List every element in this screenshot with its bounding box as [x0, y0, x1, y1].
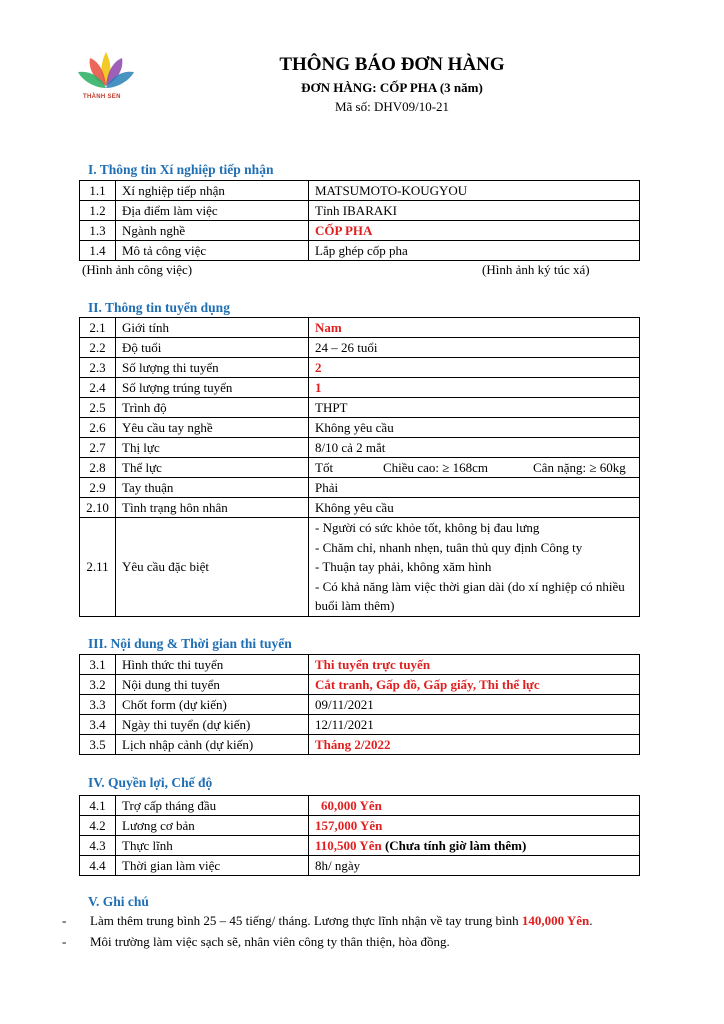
note-text: Làm thêm trung bình 25 – 45 tiếng/ tháng. Lương thực lĩnh nhận về tay trung bình 140,000 Yên. [90, 912, 593, 928]
section2-table [79, 317, 640, 617]
row-label: Tình trạng hôn nhân [116, 498, 309, 518]
table-row [80, 498, 640, 518]
row-value: Tháng 2/2022 [309, 735, 640, 755]
table-row [80, 856, 640, 876]
list-item: - Thuận tay phải, không xăm hình [315, 559, 492, 574]
order-subtitle: ĐƠN HÀNG: CỐP PHA (3 năm) [301, 80, 483, 95]
row-value: 12/11/2021 [309, 715, 640, 735]
row-label: Số lượng thi tuyển [116, 358, 309, 378]
row-number: 3.4 [80, 715, 116, 735]
row-number: 4.1 [80, 796, 116, 816]
row-number: 4.2 [80, 816, 116, 836]
table-row [80, 358, 640, 378]
row-value-physical [309, 458, 640, 478]
section2-heading: II. Thông tin tuyển dụng [88, 300, 230, 315]
row-value-net-salary [309, 836, 640, 856]
row-number: 2.4 [80, 378, 116, 398]
row-label: Yêu cầu đặc biệt [116, 518, 309, 617]
table-row [80, 241, 640, 261]
row-label: Yêu cầu tay nghề [116, 418, 309, 438]
row-label: Nội dung thi tuyển [116, 675, 309, 695]
row-label: Thời gian làm việc [116, 856, 309, 876]
row-label: Ngày thi tuyển (dự kiến) [116, 715, 309, 735]
table-row [80, 816, 640, 836]
table-row [80, 735, 640, 755]
section4-heading: IV. Quyền lợi, Chế độ [88, 775, 213, 790]
special-requirements-list [309, 518, 640, 617]
table-row [80, 438, 640, 458]
weight-requirement: Cân nặng: ≥ 60kg [533, 460, 626, 475]
row-label: Số lượng trúng tuyển [116, 378, 309, 398]
row-value: Lắp ghép cốp pha [309, 241, 640, 261]
logo-brand-text: THÀNH SEN [83, 94, 121, 100]
row-value: 1 [309, 378, 640, 398]
row-value: 2 [309, 358, 640, 378]
row-number: 3.1 [80, 655, 116, 675]
row-number: 4.3 [80, 836, 116, 856]
row-number: 2.3 [80, 358, 116, 378]
row-label: Thực lĩnh [116, 836, 309, 856]
row-number: 2.7 [80, 438, 116, 458]
row-number: 1.3 [80, 221, 116, 241]
note-text: Môi trường làm việc sạch sẽ, nhân viên công ty thân thiện, hòa đồng. [90, 933, 450, 949]
row-number: 2.11 [80, 518, 116, 617]
list-item: - Có khả năng làm việc thời gian dài (do xí nghiệp có nhiều buổi làm thêm) [315, 578, 625, 613]
row-label: Tay thuận [116, 478, 309, 498]
row-label: Thị lực [116, 438, 309, 458]
row-number: 2.9 [80, 478, 116, 498]
row-value: 24 – 26 tuổi [309, 338, 640, 358]
table-row [80, 318, 640, 338]
row-value: MATSUMOTO-KOUGYOU [309, 181, 640, 201]
section1-table [79, 180, 640, 261]
row-number: 1.1 [80, 181, 116, 201]
row-label: Lịch nhập cảnh (dự kiến) [116, 735, 309, 755]
row-value: Thi tuyển trực tuyến [309, 655, 640, 675]
row-value: Tỉnh IBARAKI [309, 201, 640, 221]
row-value: 60,000 Yên [309, 796, 640, 816]
section3-heading: III. Nội dung & Thời gian thi tuyển [88, 636, 292, 651]
row-label: Trình độ [116, 398, 309, 418]
row-value: 8/10 cả 2 mắt [309, 438, 640, 458]
row-label: Lương cơ bản [116, 816, 309, 836]
row-label: Thể lực [116, 458, 309, 478]
table-row [80, 338, 640, 358]
table-row [80, 458, 640, 478]
row-label: Hình thức thi tuyển [116, 655, 309, 675]
row-label: Xí nghiệp tiếp nhận [116, 181, 309, 201]
table-row [80, 715, 640, 735]
table-row [80, 181, 640, 201]
net-salary-note: (Chưa tính giờ làm thêm) [384, 838, 527, 853]
table-row [80, 675, 640, 695]
caption-work-image: (Hình ảnh công việc) [82, 262, 193, 277]
row-number: 3.3 [80, 695, 116, 715]
list-item: - Người có sức khỏe tốt, không bị đau lưng [315, 520, 540, 535]
page-title: THÔNG BÁO ĐƠN HÀNG [279, 54, 505, 75]
table-row [80, 221, 640, 241]
row-value: Phải [309, 478, 640, 498]
table-row [80, 378, 640, 398]
row-number: 4.4 [80, 856, 116, 876]
row-number: 1.2 [80, 201, 116, 221]
row-number: 3.2 [80, 675, 116, 695]
row-label: Ngành nghề [116, 221, 309, 241]
row-number: 1.4 [80, 241, 116, 261]
net-salary-amount: 110,500 Yên [315, 838, 382, 853]
row-value: Cắt tranh, Gấp đồ, Gấp giấy, Thi thể lực [309, 675, 640, 695]
table-row [80, 518, 640, 617]
section1-heading: I. Thông tin Xí nghiệp tiếp nhận [88, 162, 274, 177]
row-label: Giới tính [116, 318, 309, 338]
row-number: 2.10 [80, 498, 116, 518]
table-row [80, 655, 640, 675]
row-value: Không yêu cầu [309, 418, 640, 438]
row-label: Trợ cấp tháng đầu [116, 796, 309, 816]
section5-heading: V. Ghi chú [88, 894, 149, 909]
row-value: 157,000 Yên [309, 816, 640, 836]
row-number: 2.6 [80, 418, 116, 438]
row-number: 2.2 [80, 338, 116, 358]
table-row [80, 418, 640, 438]
table-row [80, 836, 640, 856]
order-code: Mã số: DHV09/10-21 [334, 99, 450, 114]
table-row [80, 695, 640, 715]
table-row [80, 796, 640, 816]
section4-table [79, 795, 640, 876]
row-value: 09/11/2021 [309, 695, 640, 715]
list-item: - Làm thêm trung bình 25 – 45 tiếng/ tháng. Lương thực lĩnh nhận về tay trung bình 140,000 Yên. [62, 912, 593, 928]
section3-table [79, 654, 640, 755]
row-number: 2.8 [80, 458, 116, 478]
row-value: Nam [309, 318, 640, 338]
row-value: CỐP PHA [309, 221, 640, 241]
row-value: Không yêu cầu [309, 498, 640, 518]
list-item: - Chăm chỉ, nhanh nhẹn, tuân thủ quy định Công ty [315, 539, 583, 555]
row-value: THPT [309, 398, 640, 418]
row-label: Chốt form (dự kiến) [116, 695, 309, 715]
height-requirement: Chiều cao: ≥ 168cm [383, 460, 488, 475]
physical-rating: Tốt [315, 460, 334, 475]
table-row [80, 398, 640, 418]
caption-dorm-image: (Hình ảnh ký túc xá) [482, 262, 590, 277]
row-label: Địa điểm làm việc [116, 201, 309, 221]
row-number: 2.1 [80, 318, 116, 338]
note-highlight: 140,000 Yên [521, 912, 590, 928]
row-number: 3.5 [80, 735, 116, 755]
table-row [80, 201, 640, 221]
row-number: 2.5 [80, 398, 116, 418]
list-item: - Môi trường làm việc sạch sẽ, nhân viên công ty thân thiện, hòa đồng. [62, 933, 450, 949]
table-row [80, 478, 640, 498]
notes-list [62, 910, 702, 952]
row-label: Mô tả công việc [116, 241, 309, 261]
row-label: Độ tuổi [116, 338, 309, 358]
row-value: 8h/ ngày [309, 856, 640, 876]
